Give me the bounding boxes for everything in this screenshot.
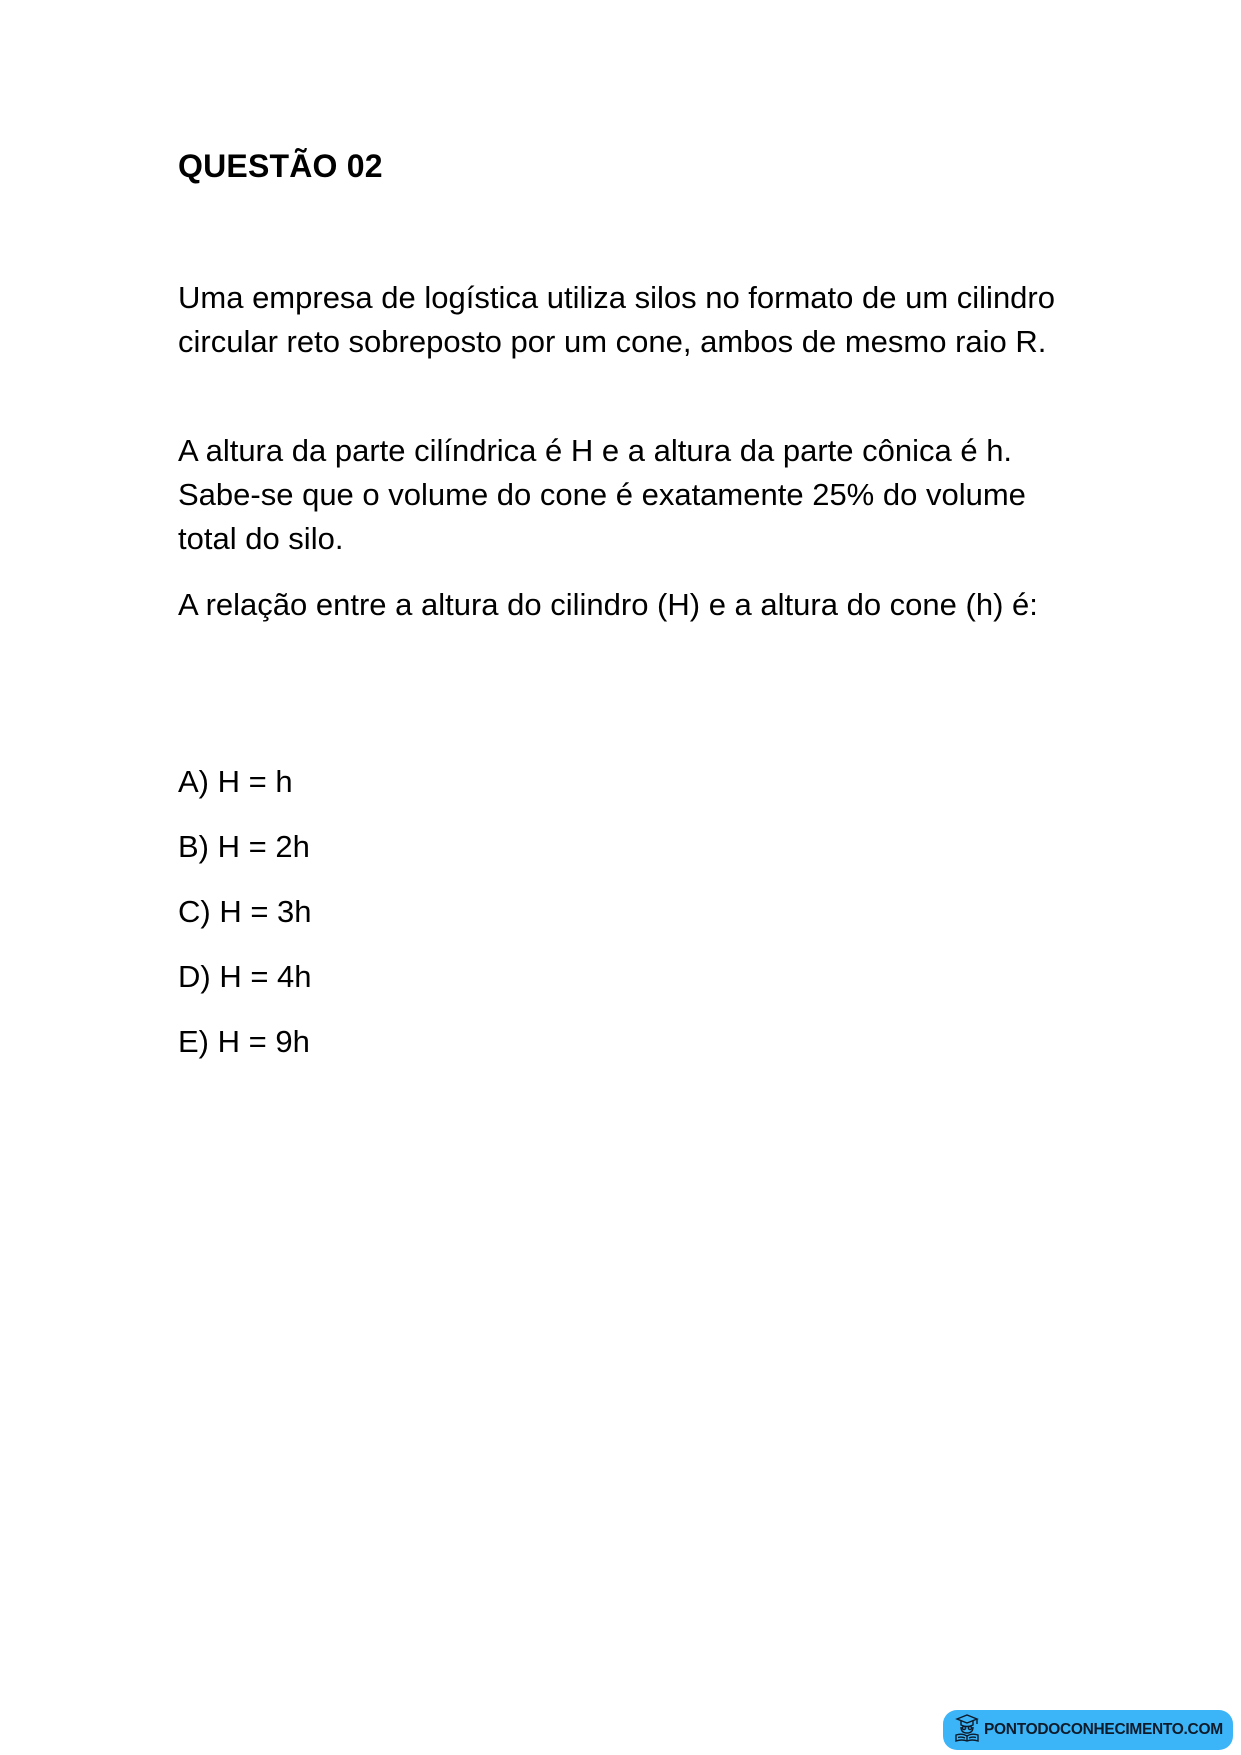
option-c: C) H = 3h [178,894,312,929]
option-d: D) H = 4h [178,959,312,994]
option-b: B) H = 2h [178,829,310,864]
question-paragraph-3: A relação entre a altura do cilindro (H) e a altura do cone (h) é: [178,587,1038,622]
question-paragraph-2: A altura da parte cilíndrica é H e a altura da parte cônica é h. Sabe-se que o volume do cone é exatamente 25% do volume total do silo. [178,433,1026,556]
site-badge-label: PONTODOCONHECIMENTO.COM [984,1721,1223,1738]
question-paragraph-1: Uma empresa de logística utiliza silos no formato de um cilindro circular reto sobreposto por um cone, ambos de mesmo raio R. [178,280,1055,359]
question-title: QUESTÃO 02 [178,148,383,184]
option-e: E) H = 9h [178,1024,310,1059]
option-a: A) H = h [178,764,293,799]
site-badge[interactable] [943,1710,1233,1750]
student-reading-icon [953,1713,981,1748]
